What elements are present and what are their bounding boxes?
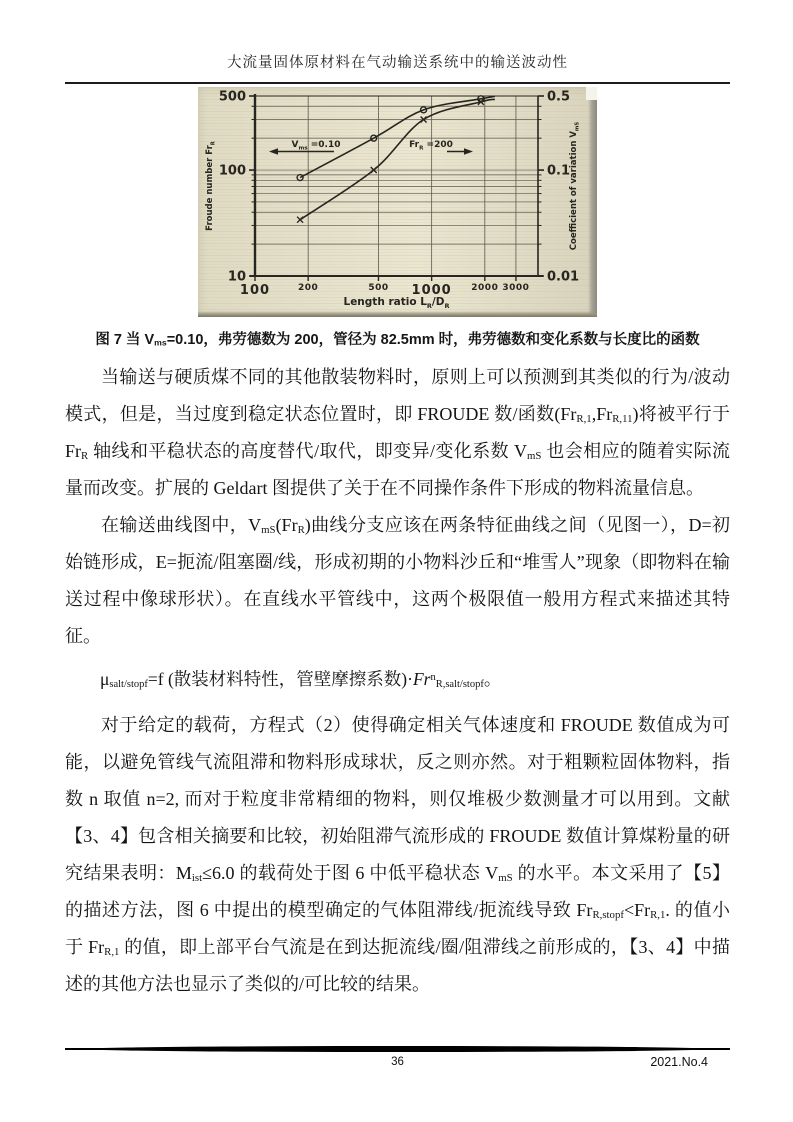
scan-edge-right [588, 87, 597, 317]
svg-text:Length ratio LR/DR: Length ratio $L_R/D_R$ [343, 295, 450, 310]
svg-text:500: 500 [368, 282, 389, 293]
page-number: 36 [391, 1056, 404, 1068]
figure-caption: 图 7 当 $V_{ms}=0.10$，弗劳德数为 200，管径为 82.5mm 时，弗劳德数和变化系数与长度比的函数 [95, 331, 700, 348]
figure-image [198, 87, 597, 317]
svg-text:10: 10 [227, 269, 246, 285]
chart-svg [198, 87, 597, 317]
svg-text:100: 100 [239, 282, 271, 298]
svg-text:200: 200 [298, 282, 319, 293]
paragraph-3: 对于给定的载荷，方程式（2）使得确定相关气体速度和 FROUDE 数值成为可能，以避免管线气流阻滞和物料形成球状，反之则亦然。对于粗颗粒固体物料，指数 n 取值 n=2, 而对于粒度非常精细的物料，则仅堆极少数测量才可以用到。文献【3、4】包含相关摘要和比较，初始阻滞气流形成的 FROUDE 数值计算煤粉量的研究结果表明：$M_{ist}\le 6.0$ 的载荷处于图 6 中低平稳状态 $V_{mS}$ 的水平。本文采用了【5】的描述方法，图 6 中提出的模型确定的气体阻滞线/扼流线导致 $Fr_{R,stopf}<Fr_{R,1}$. 的值小于 $Fr_{R,1}$ 的值，即上部平台气流是在到达扼流线/圈/阻滞线之前形成的，【3、4】中描述的其他方法也显示了类似的/可比较的结果。 [65, 714, 730, 994]
issue-label: 2021.No.4 [650, 1055, 708, 1069]
svg-text:Froude number FrR: Froude number $Fr_R$ [205, 140, 217, 231]
svg-text:0.01: 0.01 [547, 269, 580, 285]
page-content [65, 0, 730, 1003]
svg-text:1000: 1000 [411, 282, 452, 298]
svg-text:3000: 3000 [502, 282, 530, 293]
figure-7 [65, 87, 730, 351]
scan-corner-notch [586, 87, 597, 100]
svg-text:Coefficient of variation VmS: Coefficient of variation $V_{mS}$ [569, 121, 581, 251]
paragraph-1: 当输送与硬质煤不同的其他散装物料时，原则上可以预测到其类似的行为/波动模式，但是，当过度到稳定状态位置时，即 FROUDE 数/函数$(Fr_{R,1},Fr_{R,11})$将被平行于 $Fr_R$ 轴线和平稳状态的高度替代/取代，即变异/变化系数 $V_{mS}$ 也会相应的随着实际流量而改变。扩展的 Geldart 图提供了关于在不同操作条件下形成的物料流量信息。 [65, 366, 731, 498]
page-header-title: 大流量固体原材料在气动输送系统中的输送波动性 [227, 55, 568, 71]
svg-text:0.5: 0.5 [547, 89, 571, 105]
svg-text:0.1: 0.1 [547, 163, 571, 179]
page-footer [65, 1046, 730, 1074]
body-text [65, 359, 730, 1003]
svg-text:2000: 2000 [471, 282, 499, 293]
svg-text:FrR =200: $Fr_R =200$ [409, 139, 453, 152]
svg-text:500: 500 [218, 89, 246, 105]
svg-text:100: 100 [218, 163, 246, 179]
page-header [65, 0, 730, 84]
paragraph-2: 在输送曲线图中，$V_{mS}(Fr_R)$曲线分支应该在两条特征曲线之间（见图一），D=初始链形成，E=扼流/阻塞圈/线，形成初期的小物料沙丘和“堆雪人”现象（即物料在输送过程中像球形状）。在直线水平管线中，这两个极限值一般用方程式来描述其特征。 [65, 514, 730, 646]
header-rule [65, 82, 730, 84]
footer-row [65, 1054, 730, 1074]
equation: $\mu_{salt/stopf}=f$ (散装材料特性，管壁摩擦系数)$\cdot Fr^n_{R,salt/stopf}$。 [100, 668, 502, 690]
footer-rule [65, 1046, 730, 1052]
svg-text:Vms =0.10: $V_{ms} =0.10$ [291, 139, 341, 152]
scan-edge-bottom [198, 311, 597, 317]
